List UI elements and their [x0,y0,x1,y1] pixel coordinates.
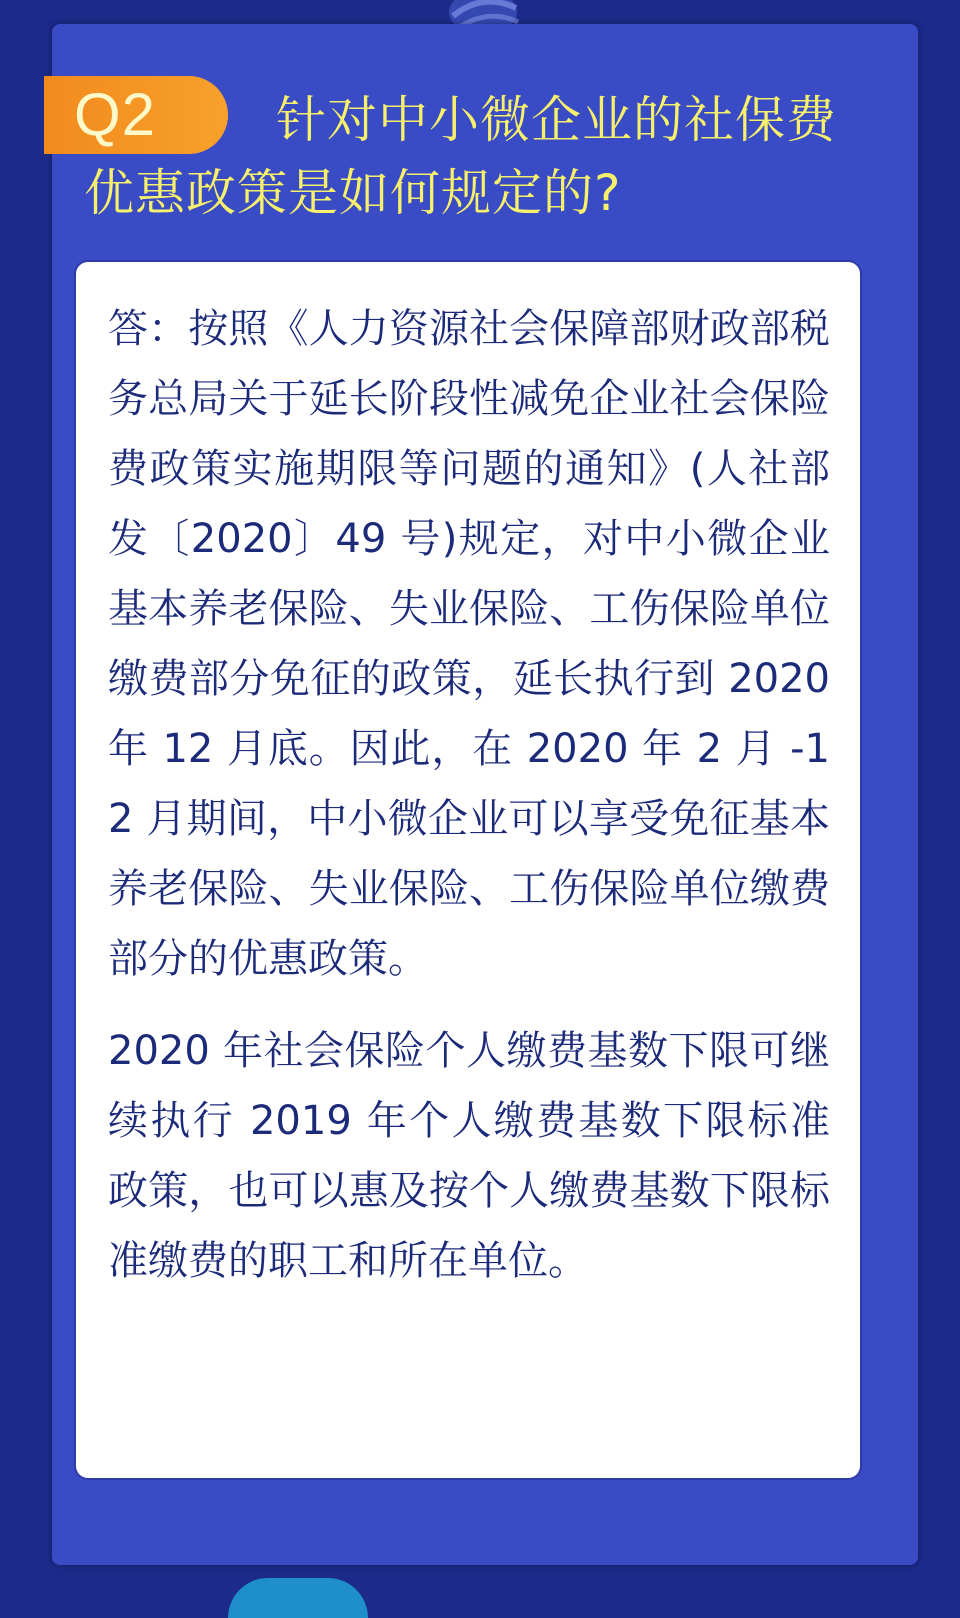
question-number: Q2 [74,81,157,148]
qa-panel [52,24,918,1565]
answer-body [108,294,830,1318]
answer-paragraph-2: 2020 年社会保险个人缴费基数下限可继续执行 2019 年个人缴费基数下限标准政策，也可以惠及按个人缴费基数下限标准缴费的职工和所在单位。 [108,1028,830,1284]
bottom-decoration [228,1578,368,1618]
question-title: 针对中小微企业的社保费优惠政策是如何规定的? [84,91,837,222]
answer-card [74,260,862,1480]
answer-paragraph-1: 答：按照《人力资源社会保障部财政部税务总局关于延长阶段性减免企业社会保险费政策实施期限等问题的通知》(人社部发〔2020〕49 号)规定，对中小微企业基本养老保险、失业保险、工伤保险单位缴费部分免征的政策，延长执行到 2020 年 12 月底。因此，在 2020 年 2 月 -12 月期间，中小微企业可以享受免征基本养老保险、失业保险、工伤保险单位缴费部分的优惠政策。 [108,306,830,982]
